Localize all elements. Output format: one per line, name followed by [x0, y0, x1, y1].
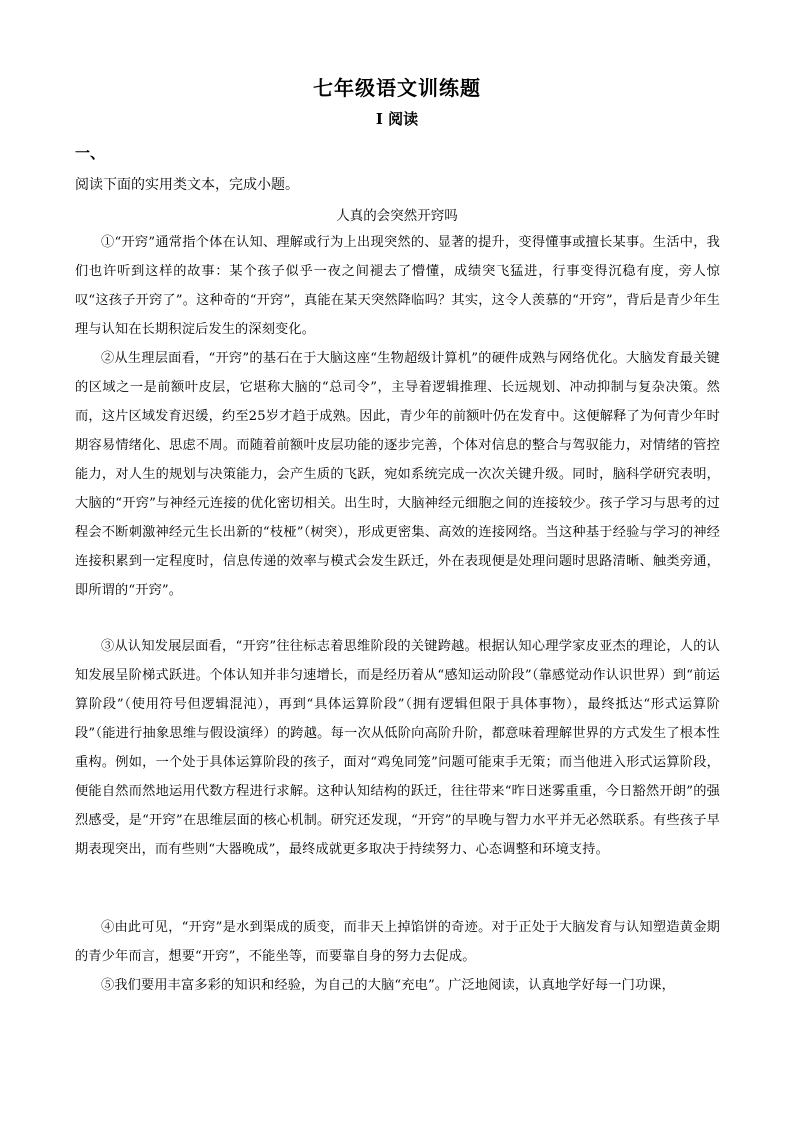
- page-title: 七年级语文训练题: [313, 76, 481, 100]
- paragraph-5: ⑤我们要用丰富多彩的知识和经验，为自己的大脑“充电”。广泛地阅读，认真地学好每一门功课，: [101, 978, 675, 993]
- question-section-number: 一、: [75, 144, 106, 162]
- paragraph-3: ③从认知发展层面看，“开窍”往往标志着思维阶段的关键跨越。根据认知心理学家皮亚杰的理论，人的认知发展呈阶梯式跃进。个体认知并非匀速增长，而是经历着从“感知运动阶段”（靠感觉动作认识世界）到“前运算阶段”（使用符号但逻辑混沌），再到“具体运算阶段”（拥有逻辑但限于具体事物），最终抵达“形式运算阶段”（能进行抽象思维与假设演绎）的跨越。每一次从低阶向高阶升阶，都意味着理解世界的方式发生了根本性重构。例如，一个处于具体运算阶段的孩子，面对“鸡兔同笼”问题可能束手无策；而当他进入形式运算阶段，便能自然而然地运用代数方程进行求解。这种认知结构的跃迁，往往带来“昨日迷雾重重，今日豁然开朗”的强烈感受，是“开窍”在思维层面的核心机制。研究还发现，“开窍”的早晚与智力水平并无必然联系。有些孩子早期表现突出，而有些则“大器晚成”，最终成就更多取决于持续努力、心态调整和环境支持。: [75, 639, 720, 857]
- section-heading: I 阅读: [375, 110, 419, 128]
- paragraph-4: ④由此可见，“开窍”是水到渠成的质变，而非天上掉馅饼的奇迹。对于正处于大脑发育与认知塑造黄金期的青少年而言，想要“开窍”，不能坐等，而要靠自身的努力去促成。: [75, 920, 720, 964]
- paragraph-2: ②从生理层面看，“开窍”的基石在于大脑这座“生物超级计算机”的硬件成熟与网络优化。大脑发育最关键的区域之一是前额叶皮层，它堪称大脑的“总司令”，主导着逻辑推理、长远规划、冲动抑制与复杂决策。然而，这片区域发育迟缓，约至25岁才趋于成熟。因此，青少年的前额叶仍在发育中。这便解释了为何青少年时期容易情绪化、思虑不周。而随着前额叶皮层功能的逐步完善，个体对信息的整合与驾驭能力，对情绪的管控能力，对人生的规划与决策能力，会产生质的飞跃，宛如系统完成一次次关键升级。同时，脑科学研究表明，大脑的“开窍”与神经元连接的优化密切相关。出生时，大脑神经元细胞之间的连接较少。孩子学习与思考的过程会不断刺激神经元生长出新的“枝桠”（树突），形成更密集、高效的连接网络。当这种基于经验与学习的神经连接积累到一定程度时，信息传递的效率与模式会发生跃迁，外在表现便是处理问题时思路清晰、触类旁通，即所谓的“开窍”。: [75, 351, 720, 598]
- article-title: 人真的会突然开窍吗: [336, 208, 458, 224]
- reading-instruction: 阅读下面的实用类文本，完成小题。: [75, 177, 299, 193]
- paragraph-1: ①“开窍”通常指个体在认知、理解或行为上出现突然的、显著的提升，变得懂事或擅长某事。生活中，我们也许听到这样的故事：某个孩子似乎一夜之间褪去了懵懂，成绩突飞猛进，行事变得沉稳有度，旁人惊叹“这孩子开窍了”。这种奇的“开窍”，真能在某天突然降临吗？其实，这令人羡慕的“开窍”，背后是青少年生理与认知在长期积淀后发生的深刻变化。: [75, 235, 720, 337]
